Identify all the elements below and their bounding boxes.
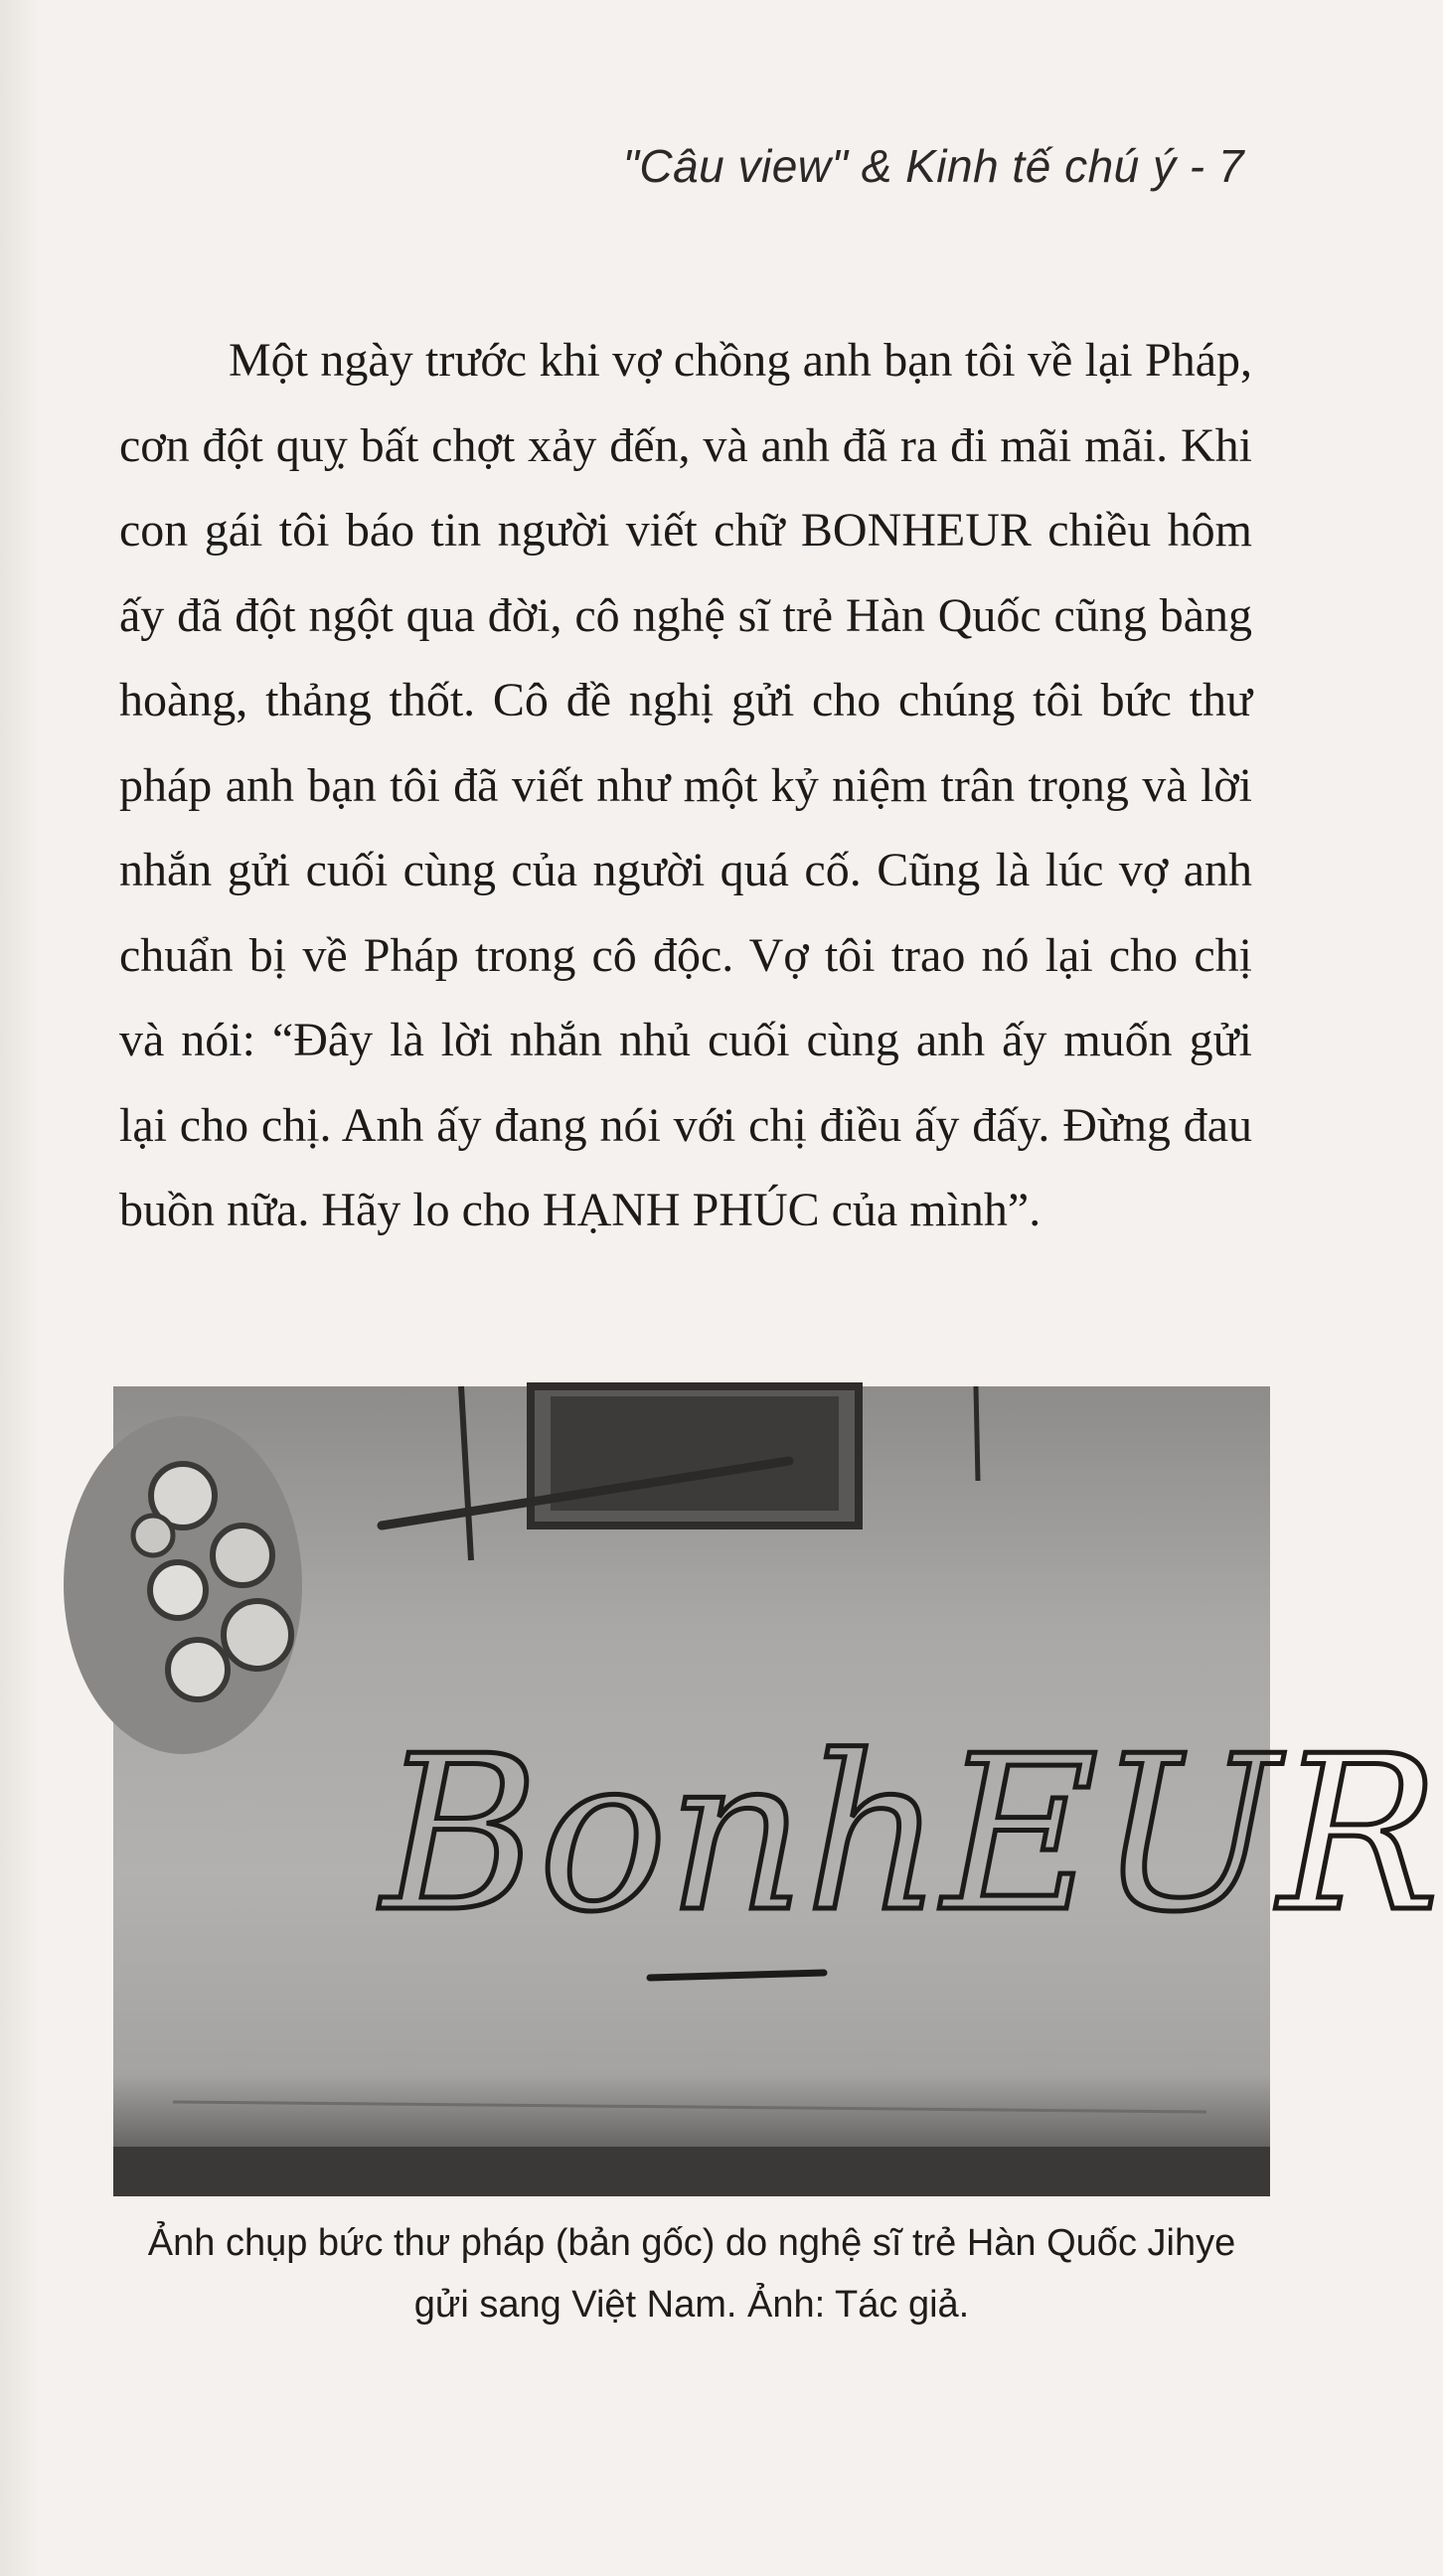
floral-decoration	[64, 1416, 302, 1754]
caption-line-2: gửi sang Việt Nam. Ảnh: Tác giả.	[413, 2284, 970, 2326]
underline-stroke	[650, 1973, 824, 1978]
page-edge	[0, 0, 40, 2576]
body-paragraph: Một ngày trước khi vợ chồng anh bạn tôi về lại Pháp, cơn đột quỵ bất chợt xảy đến, và anh đã ra đi mãi mãi. Khi con gái tôi báo tin người viết chữ BONHEUR chiều hôm ấy đã đột ngột qua đời, cô nghệ sĩ trẻ Hàn Quốc cũng bàng hoàng, thảng thốt. Cô đề nghị gửi cho chúng tôi bức thư pháp anh bạn tôi đã viết như một kỷ niệm trân trọng và lời nhắn gửi cuối cùng của người quá cố. Cũng là lúc vợ anh chuẩn bị về Pháp trong cô độc. Vợ tôi trao nó lại cho chị và nói: “Đây là lời nhắn nhủ cuối cùng anh ấy muốn gửi lại cho chị. Anh ấy đang nói với chị điều ấy đấy. Đừng đau buồn nữa. Hãy lo cho HẠNH PHÚC của mình”.	[119, 334, 1252, 1236]
handwritten-bonheur: BonhEUR	[382, 1709, 1440, 1959]
caption-line-1: Ảnh chụp bức thư pháp (bản gốc) do nghệ sĩ trẻ Hàn Quốc Jihye	[147, 2222, 1236, 2264]
calligraphy-photo	[113, 1386, 1440, 2196]
ledge	[113, 2147, 1270, 2196]
photo-caption	[113, 2212, 1270, 2335]
running-header: "Câu view" & Kinh tế chú ý - 7	[622, 140, 1244, 192]
